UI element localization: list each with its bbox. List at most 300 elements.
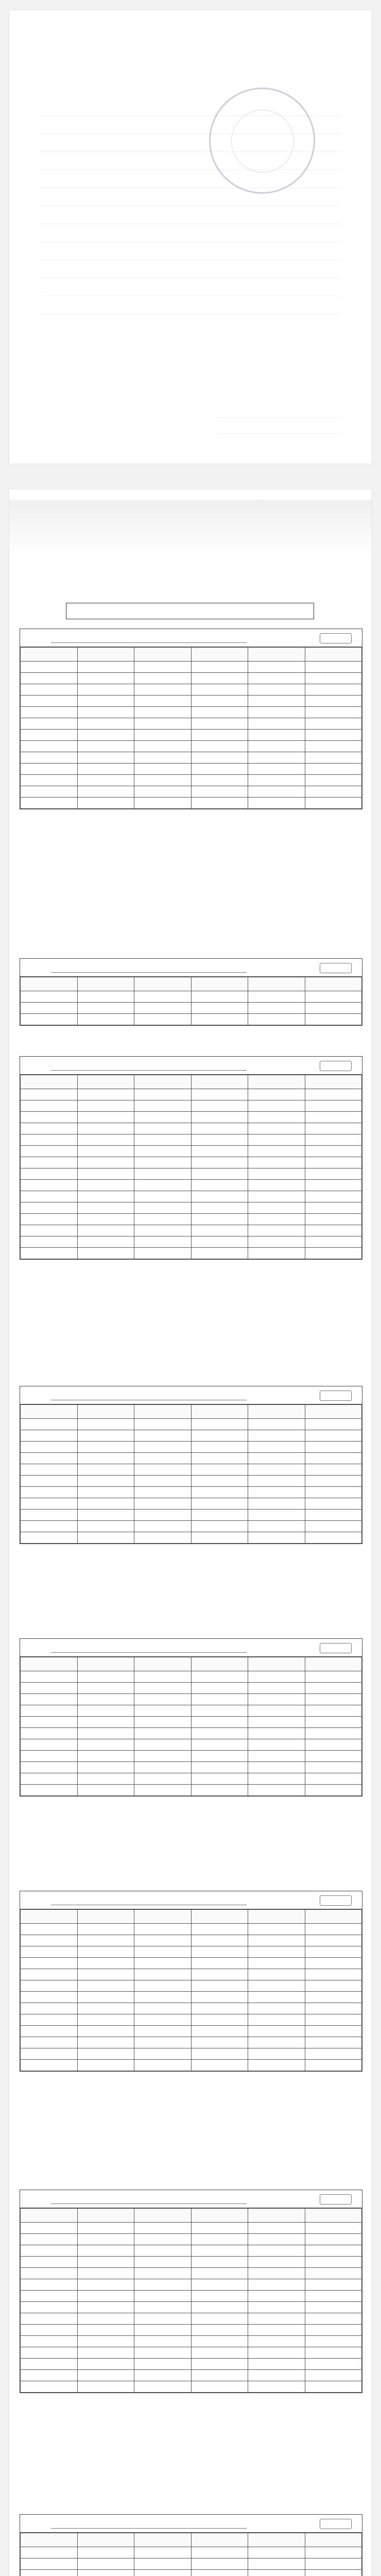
table-cell [77, 1785, 134, 1796]
table-cell [134, 2037, 192, 2048]
table-cell [134, 1980, 192, 1992]
column-header [134, 648, 192, 662]
table-cell [248, 2014, 305, 2026]
table-cell [248, 1248, 305, 1259]
table-cell [191, 2003, 248, 2014]
table-cell [77, 1202, 134, 1214]
table-cell [21, 786, 78, 798]
table-cell [21, 2291, 78, 2302]
table-cell [134, 2223, 192, 2234]
table-row [21, 1532, 362, 1544]
table-cell [191, 1157, 248, 1168]
table-cell [248, 1510, 305, 1521]
table-cell [305, 2014, 362, 2026]
price-table [20, 2533, 362, 2576]
table-cell [191, 1728, 248, 1739]
table-cell [248, 1935, 305, 1946]
table-cell [77, 775, 134, 786]
table-cell [134, 1014, 192, 1025]
table-cell [21, 1476, 78, 1487]
table-cell [21, 1464, 78, 1476]
column-header [21, 977, 78, 991]
table-cell [21, 1248, 78, 1259]
table-cell [305, 2245, 362, 2257]
table-cell [134, 1157, 192, 1168]
table-cell [248, 1924, 305, 1935]
table-cell [305, 1705, 362, 1717]
table-cell [191, 1191, 248, 1202]
table-cell [248, 786, 305, 798]
table-cell [248, 2570, 305, 2576]
table-cell [248, 684, 305, 696]
table-cell [77, 2558, 134, 2570]
table-cell [134, 2347, 192, 2359]
table-cell [21, 2003, 78, 2014]
column-header [77, 2533, 134, 2547]
table-cell [248, 1146, 305, 1157]
table-row [21, 1430, 362, 1442]
table-cell [191, 1532, 248, 1544]
table-row [21, 2547, 362, 2558]
table-cell [191, 1248, 248, 1259]
table-cell [305, 2026, 362, 2037]
table-cell [191, 741, 248, 752]
table-cell [248, 2026, 305, 2037]
table-cell [248, 1453, 305, 1464]
group-header [20, 2515, 362, 2533]
table-cell [191, 2048, 248, 2060]
table-cell [77, 1089, 134, 1100]
table-cell [191, 1146, 248, 1157]
table-cell [248, 1419, 305, 1430]
table-cell [77, 1168, 134, 1180]
table-cell [191, 2014, 248, 2026]
table-cell [21, 1236, 78, 1248]
table-cell [134, 1464, 192, 1476]
table-cell [305, 1003, 362, 1014]
table-cell [191, 2570, 248, 2576]
group-header [20, 1639, 362, 1657]
group-address [51, 1391, 247, 1400]
table-header-row [21, 648, 362, 662]
table-cell [305, 1100, 362, 1112]
table-row [21, 2359, 362, 2370]
table-cell [191, 1430, 248, 1442]
table-cell [21, 1521, 78, 1532]
price-table [20, 647, 362, 809]
price-group [20, 2190, 362, 2393]
table-row [21, 775, 362, 786]
table-cell [21, 1100, 78, 1112]
group-note [320, 633, 352, 643]
column-header [77, 648, 134, 662]
table-cell [77, 786, 134, 798]
table-row [21, 1980, 362, 1992]
table-cell [305, 696, 362, 707]
notice-line [40, 206, 341, 224]
table-cell [191, 764, 248, 775]
column-header [305, 1910, 362, 1924]
table-cell [248, 673, 305, 684]
table-cell [77, 741, 134, 752]
table-cell [134, 1969, 192, 1980]
table-cell [305, 1946, 362, 1958]
table-cell [134, 2359, 192, 2370]
table-cell [134, 2234, 192, 2245]
table-cell [134, 1705, 192, 1717]
table-cell [191, 1112, 248, 1123]
table-cell [248, 991, 305, 1003]
table-cell [134, 1498, 192, 1510]
table-cell [77, 752, 134, 764]
notice-line [40, 278, 341, 296]
table-cell [21, 684, 78, 696]
table-cell [77, 1146, 134, 1157]
table-cell [248, 2268, 305, 2279]
table-cell [21, 752, 78, 764]
table-cell [77, 2302, 134, 2313]
table-cell [191, 1419, 248, 1430]
table-cell [305, 2279, 362, 2291]
table-row [21, 2302, 362, 2313]
group-note [320, 963, 352, 973]
table-cell [305, 1521, 362, 1532]
table-cell [77, 2037, 134, 2048]
group-note [320, 1061, 352, 1071]
price-table [20, 2208, 362, 2393]
table-cell [21, 2279, 78, 2291]
table-row [21, 1180, 362, 1191]
table-cell [191, 2313, 248, 2325]
table-row [21, 1003, 362, 1014]
table-row [21, 1168, 362, 1180]
column-header [77, 1910, 134, 1924]
table-cell [21, 2570, 78, 2576]
table-cell [134, 1191, 192, 1202]
table-cell [134, 798, 192, 809]
table-cell [248, 1100, 305, 1112]
group-address [51, 1061, 247, 1071]
table-cell [191, 718, 248, 730]
table-cell [21, 1180, 78, 1191]
table-cell [248, 1236, 305, 1248]
table-cell [305, 2347, 362, 2359]
table-cell [77, 1694, 134, 1705]
table-cell [21, 1225, 78, 1236]
column-header [191, 1075, 248, 1089]
table-cell [191, 2026, 248, 2037]
table-cell [305, 1214, 362, 1225]
table-cell [305, 1157, 362, 1168]
table-cell [134, 1100, 192, 1112]
table-row [21, 1134, 362, 1146]
column-header [134, 2533, 192, 2547]
column-header [191, 1405, 248, 1419]
column-header [21, 1075, 78, 1089]
group-header [20, 1891, 362, 1909]
table-row [21, 2279, 362, 2291]
table-cell [191, 662, 248, 673]
table-cell [305, 1510, 362, 1521]
table-row [21, 2026, 362, 2037]
table-cell [134, 1773, 192, 1785]
table-cell [248, 1089, 305, 1100]
table-cell [21, 1157, 78, 1168]
table-cell [77, 1717, 134, 1728]
table-cell [191, 1751, 248, 1762]
table-cell [305, 764, 362, 775]
table-header-row [21, 1075, 362, 1089]
table-cell [248, 1728, 305, 1739]
table-cell [134, 752, 192, 764]
table-cell [21, 1532, 78, 1544]
table-cell [21, 764, 78, 775]
group-note [320, 1643, 352, 1653]
table-cell [21, 1762, 78, 1773]
table-cell [77, 1100, 134, 1112]
table-row [21, 1123, 362, 1134]
table-row [21, 2347, 362, 2359]
table-cell [77, 1134, 134, 1146]
table-cell [305, 2268, 362, 2279]
table-cell [191, 1123, 248, 1134]
table-cell [134, 2268, 192, 2279]
table-cell [305, 2313, 362, 2325]
table-cell [77, 707, 134, 718]
table-row [21, 2370, 362, 2381]
table-cell [21, 1958, 78, 1969]
table-cell [248, 2547, 305, 2558]
table-cell [248, 741, 305, 752]
table-cell [191, 707, 248, 718]
table-cell [134, 1683, 192, 1694]
table-row [21, 2245, 362, 2257]
table-cell [191, 2370, 248, 2381]
table-row [21, 2060, 362, 2071]
table-cell [21, 1146, 78, 1157]
table-cell [248, 1521, 305, 1532]
table-cell [134, 1112, 192, 1123]
table-cell [134, 1442, 192, 1453]
table-cell [305, 1180, 362, 1191]
table-cell [134, 1419, 192, 1430]
table-cell [77, 684, 134, 696]
notice-title [9, 10, 372, 77]
table-cell [305, 1225, 362, 1236]
table-cell [305, 1717, 362, 1728]
column-header [77, 977, 134, 991]
column-header [191, 2209, 248, 2223]
table-cell [248, 2279, 305, 2291]
table-cell [305, 2359, 362, 2370]
table-row [21, 2291, 362, 2302]
table-cell [21, 2268, 78, 2279]
table-cell [134, 1134, 192, 1146]
table-cell [134, 1510, 192, 1521]
table-cell [77, 1924, 134, 1935]
table-cell [77, 2313, 134, 2325]
table-cell [248, 1762, 305, 1773]
table-cell [21, 2359, 78, 2370]
table-cell [134, 2026, 192, 2037]
table-row [21, 1146, 362, 1157]
table-row [21, 1248, 362, 1259]
table-row [21, 1191, 362, 1202]
table-cell [248, 1946, 305, 1958]
table-cell [77, 2257, 134, 2268]
column-header [21, 1657, 78, 1671]
table-cell [134, 2313, 192, 2325]
table-cell [248, 1694, 305, 1705]
table-cell [191, 1168, 248, 1180]
table-header-row [21, 2533, 362, 2547]
group-note [320, 2194, 352, 2205]
table-cell [248, 707, 305, 718]
column-header [77, 1075, 134, 1089]
group-header [20, 2190, 362, 2208]
table-cell [305, 2325, 362, 2336]
price-group [20, 1891, 362, 2072]
column-header [248, 2209, 305, 2223]
top-ribbon [9, 500, 372, 556]
table-cell [305, 1532, 362, 1544]
table-cell [134, 2279, 192, 2291]
table-cell [191, 1935, 248, 1946]
table-row [21, 2257, 362, 2268]
table-cell [21, 1214, 78, 1225]
table-row [21, 673, 362, 684]
table-cell [248, 662, 305, 673]
table-cell [134, 1487, 192, 1498]
table-cell [21, 1935, 78, 1946]
table-cell [191, 2257, 248, 2268]
table-cell [305, 1168, 362, 1180]
table-row [21, 991, 362, 1003]
table-cell [305, 2381, 362, 2393]
table-cell [21, 2370, 78, 2381]
table-row [21, 1487, 362, 1498]
table-cell [248, 718, 305, 730]
table-cell [77, 1123, 134, 1134]
table-cell [21, 1498, 78, 1510]
table-row [21, 707, 362, 718]
table-cell [134, 1924, 192, 1935]
table-cell [134, 1671, 192, 1683]
table-cell [191, 2234, 248, 2245]
table-cell [134, 673, 192, 684]
table-cell [248, 1969, 305, 1980]
table-cell [134, 1762, 192, 1773]
table-cell [21, 1739, 78, 1751]
table-cell [77, 2003, 134, 2014]
price-group [20, 1386, 362, 1544]
notice-line [40, 242, 341, 260]
table-cell [305, 684, 362, 696]
table-cell [191, 1476, 248, 1487]
table-cell [248, 2370, 305, 2381]
column-header [134, 1657, 192, 1671]
table-cell [21, 1717, 78, 1728]
table-row [21, 1476, 362, 1487]
column-header [134, 1075, 192, 1089]
table-cell [77, 1419, 134, 1430]
table-cell [305, 1464, 362, 1476]
table-cell [305, 1958, 362, 1969]
table-cell [77, 2570, 134, 2576]
table-cell [21, 1168, 78, 1180]
table-cell [248, 1442, 305, 1453]
table-row [21, 1969, 362, 1980]
table-row [21, 2037, 362, 2048]
table-cell [77, 2060, 134, 2071]
table-cell [305, 752, 362, 764]
table-row [21, 1014, 362, 1025]
table-row [21, 1785, 362, 1796]
group-note [320, 1895, 352, 1906]
table-cell [134, 1476, 192, 1487]
group-address [51, 1643, 247, 1653]
table-cell [77, 2291, 134, 2302]
table-cell [305, 1014, 362, 1025]
table-cell [21, 718, 78, 730]
table-cell [305, 1969, 362, 1980]
table-cell [191, 1992, 248, 2003]
table-cell [77, 798, 134, 809]
column-header [21, 648, 78, 662]
table-cell [248, 2558, 305, 2570]
column-header [191, 1910, 248, 1924]
table-row [21, 2234, 362, 2245]
table-cell [305, 730, 362, 741]
column-header [248, 977, 305, 991]
table-cell [77, 1739, 134, 1751]
table-cell [305, 1728, 362, 1739]
table-cell [21, 707, 78, 718]
price-group [20, 2514, 362, 2576]
signature-date [217, 418, 341, 434]
group-header [20, 959, 362, 977]
table-cell [248, 730, 305, 741]
table-cell [248, 775, 305, 786]
table-cell [77, 2234, 134, 2245]
table-cell [191, 1464, 248, 1476]
table-cell [134, 2014, 192, 2026]
table-header-row [21, 2209, 362, 2223]
table-cell [77, 1671, 134, 1683]
table-cell [248, 2336, 305, 2347]
table-cell [191, 2245, 248, 2257]
table-cell [305, 2291, 362, 2302]
table-cell [77, 1728, 134, 1739]
table-cell [248, 2060, 305, 2071]
table-cell [305, 1476, 362, 1487]
table-cell [77, 1958, 134, 1969]
table-row [21, 798, 362, 809]
table-cell [77, 1773, 134, 1785]
table-cell [191, 1980, 248, 1992]
table-cell [305, 1089, 362, 1100]
table-cell [248, 1464, 305, 1476]
group-note [320, 1391, 352, 1401]
table-row [21, 1705, 362, 1717]
table-row [21, 741, 362, 752]
table-row [21, 1453, 362, 1464]
table-cell [191, 786, 248, 798]
table-cell [134, 1146, 192, 1157]
table-cell [134, 1180, 192, 1191]
table-cell [21, 1694, 78, 1705]
table-cell [77, 2223, 134, 2234]
